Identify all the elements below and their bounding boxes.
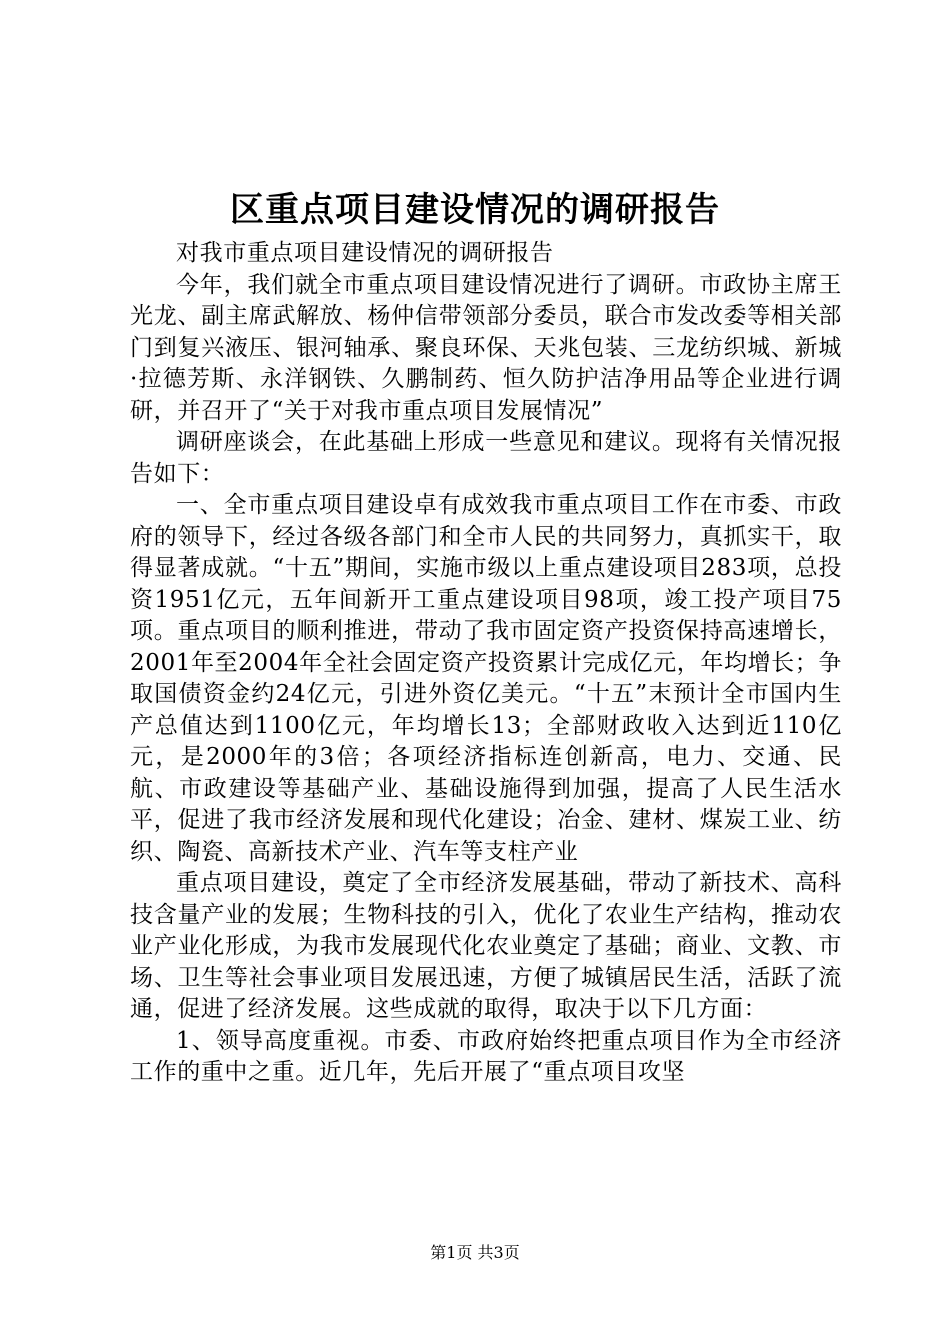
paragraph-meeting: 调研座谈会，在此基础上形成一些意见和建议。现将有关情况报告如下： — [130, 429, 842, 487]
paragraph-item-one: 1、领导高度重视。市委、市政府始终把重点项目作为全市经济工作的重中之重。近几年，先后开展了“重点项目攻坚 — [130, 1027, 842, 1085]
document-body — [130, 238, 842, 1089]
paragraph-intro: 今年，我们就全市重点项目建设情况进行了调研。市政协主席王光龙、副主席武解放、杨仲信带领部分委员，联合市发改委等相关部门到复兴液压、银河轴承、聚良环保、天兆包装、三龙纺织城、新城·拉德芳斯、永洋钢铁、久鹏制药、恒久防护洁净用品等企业进行调研，并召开了“关于对我市重点项目发展情况” — [130, 271, 842, 424]
page-footer: 第1页 共3页 — [430, 1243, 520, 1262]
document-title: 区重点项目建设情况的调研报告 — [230, 190, 720, 230]
paragraph-achievements: 重点项目建设，奠定了全市经济发展基础，带动了新技术、高科技含量产业的发展；生物科技的引入，优化了农业生产结构，推动农业产业化形成，为我市发展现代化农业奠定了基础；商业、文教、市场、卫生等社会事业项目发展迅速，方便了城镇居民生活，活跃了流通，促进了经济发展。这些成就的取得，取决于以下几方面： — [130, 870, 842, 1022]
document-subtitle: 对我市重点项目建设情况的调研报告 — [176, 240, 554, 266]
paragraph-section-one: 一、全市重点项目建设卓有成效我市重点项目工作在市委、市政府的领导下，经过各级各部门和全市人民的共同努力，真抓实干，取得显著成就。“十五”期间，实施市级以上重点建设项目283项，总投资1951亿元，五年间新开工重点建设项目98项，竣工投产项目75项。重点项目的顺利推进，带动了我市固定资产投资保持高速增长，2001年至2004年全社会固定资产投资累计完成亿元，年均增长；争取国债资金约24亿元，引进外资亿美元。“十五”末预计全市国内生产总值达到1100亿元，年均增长13；全部财政收入达到近110亿元，是2000年的3倍；各项经济指标连创新高，电力、交通、民航、市政建设等基础产业、基础设施得到加强，提高了人民生活水平，促进了我市经济发展和现代化建设；冶金、建材、煤炭工业、纺织、陶瓷、高新技术产业、汽车等支柱产业 — [130, 492, 842, 865]
